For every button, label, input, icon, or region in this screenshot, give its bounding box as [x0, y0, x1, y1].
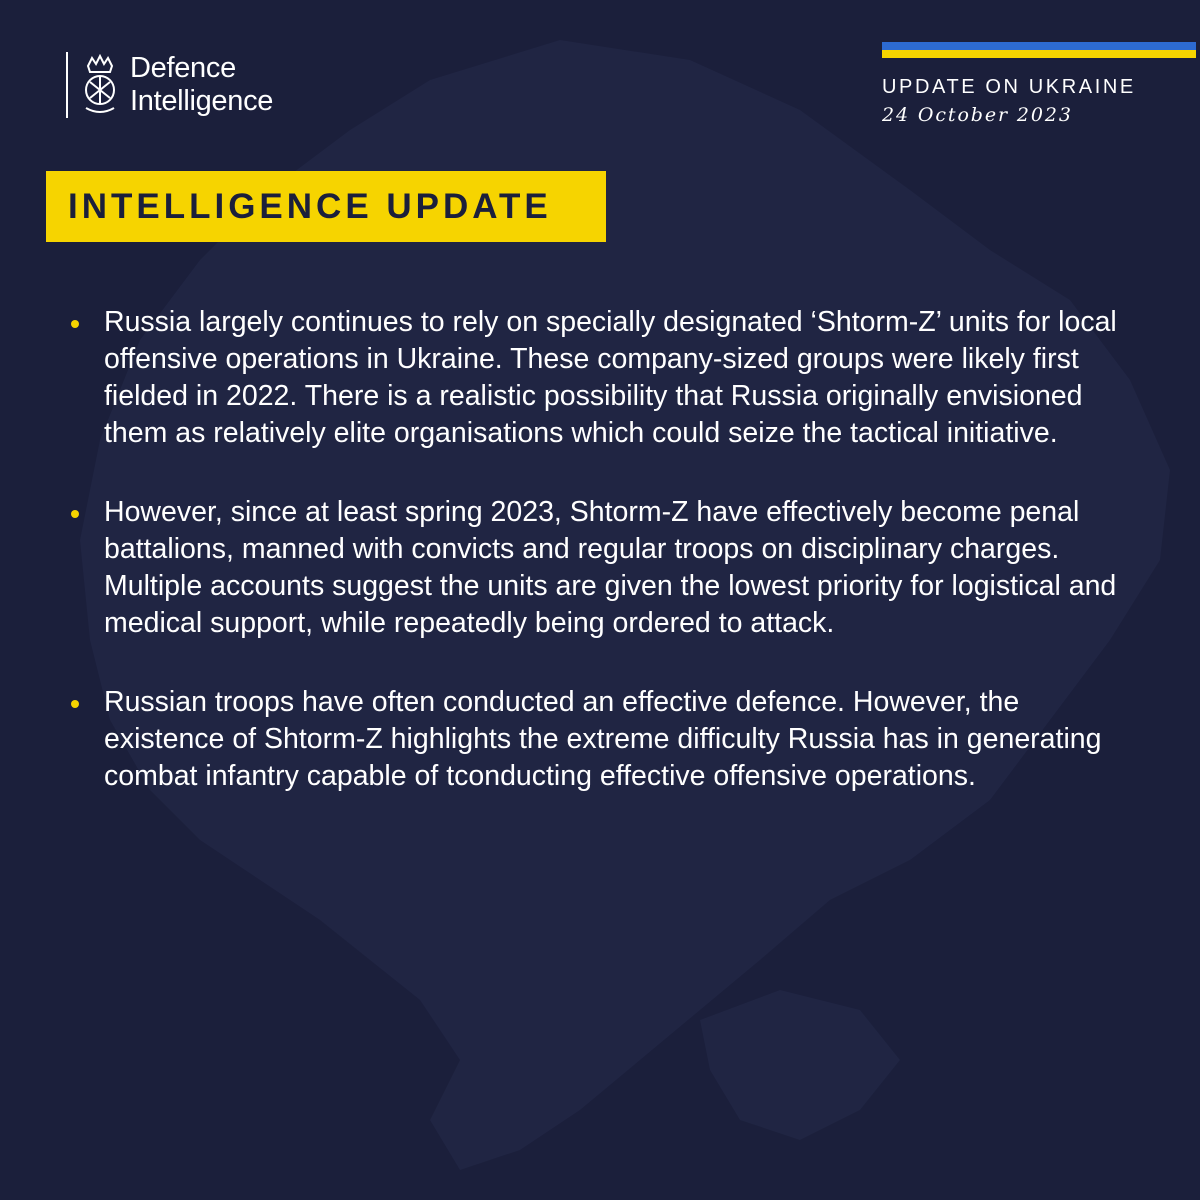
bullet-item — [68, 494, 1128, 642]
bullet-text: Russian troops have often conducted an effective defence. However, the existence of Shtorm-Z highlights the extreme difficulty Russia has in generating combat infantry capable of tconducting effective offensive operations. — [104, 686, 1102, 792]
intelligence-update-badge: INTELLIGENCE UPDATE — [46, 171, 606, 242]
crimea-silhouette — [700, 990, 900, 1140]
bullet-text: However, since at least spring 2023, Shtorm-Z have effectively become penal battalions, manned with convicts and regular troops on disciplinary charges. Multiple accounts suggest the units are given the lowest priority for logistical and medical support, while repeatedly being ordered to attack. — [104, 496, 1117, 639]
update-date: 24 October 2023 — [882, 104, 1073, 126]
bullet-dot-icon — [71, 320, 79, 328]
defence-intelligence-logo — [66, 52, 273, 118]
update-header — [882, 74, 1136, 128]
bullet-dot-icon — [71, 510, 79, 518]
flag-blue-stripe — [882, 42, 1196, 50]
flag-yellow-stripe — [882, 50, 1196, 58]
update-label: UPDATE ON UKRAINE — [882, 76, 1136, 98]
bullet-dot-icon — [71, 700, 79, 708]
logo-line-intelligence: Intelligence — [130, 85, 274, 117]
logo-divider — [66, 52, 68, 118]
bullet-item — [68, 304, 1128, 452]
bullet-item — [68, 684, 1128, 795]
logo-line-defence: Defence — [130, 52, 236, 84]
royal-crest-icon — [78, 54, 122, 116]
logo-text — [130, 52, 273, 118]
ukraine-flag-bar — [882, 42, 1196, 58]
bullet-text: Russia largely continues to rely on specially designated ‘Shtorm-Z’ units for local offensive operations in Ukraine. These company-sized groups were likely first fielded in 2022. There is a realistic possibility that Russia originally envisioned them as relatively elite organisations which could seize the tactical initiative. — [104, 306, 1117, 449]
bullet-list — [68, 304, 1128, 837]
